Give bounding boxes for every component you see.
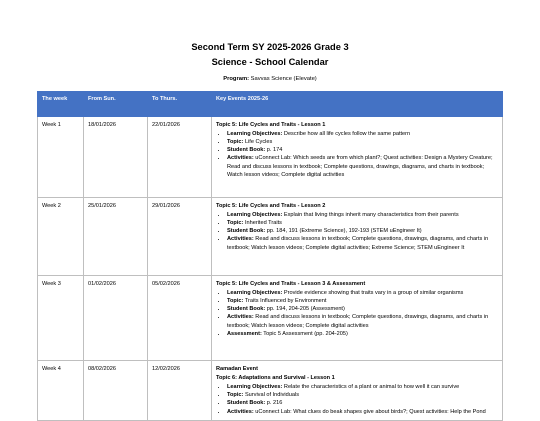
calendar-table: [37, 91, 503, 421]
detail-text: Traits Influenced by Environment: [244, 298, 327, 305]
event-details-list: [216, 289, 498, 338]
table-row: [38, 361, 503, 421]
detail-label: Topic:: [227, 139, 244, 146]
event-heading: Topic 5: Life Cycles and Traits - Lesson 1: [216, 122, 326, 128]
detail-label: Topic:: [227, 220, 244, 227]
event-detail-item: [227, 383, 498, 391]
event-detail-item: [227, 391, 498, 399]
detail-label: Student Book:: [227, 147, 266, 154]
detail-label: Learning Objectives:: [227, 290, 283, 297]
page-title: Second Term SY 2025-2026 Grade 3: [191, 42, 349, 52]
detail-text: Life Cycles: [244, 139, 273, 146]
column-header-from: From Sun.: [84, 92, 148, 117]
event-detail-item: [227, 154, 498, 178]
event-heading: Topic 5: Life Cycles and Traits - Lesson 2: [216, 203, 326, 209]
event-details-list: [216, 211, 498, 252]
detail-text: Read and discuss lessons in textbook; Complete questions, drawings, diagrams, and charts in textbook; Watch lesson videos; Complete digital activities; Extreme Science; STEM uEngineer It: [227, 236, 489, 251]
cell-from: 01/02/2026: [84, 276, 148, 361]
program-value: Savvas Science (Elevate): [250, 76, 317, 82]
event-detail-item: [227, 227, 498, 235]
detail-text: Provide evidence showing that traits vary in a group of similar organisms: [283, 290, 464, 297]
detail-label: Learning Objectives:: [227, 384, 283, 391]
detail-label: Learning Objectives:: [227, 131, 283, 138]
event-detail-item: [227, 313, 498, 329]
event-detail-item: [227, 408, 498, 416]
detail-text: pp. 194, 204-205 (Assessment): [266, 306, 345, 313]
event-detail-item: [227, 138, 498, 146]
cell-key-events: [212, 198, 503, 276]
detail-text: uConnect Lab: What clues do beak shapes give about birds?; Quest activities: Help the Pond: [255, 408, 486, 415]
detail-label: Student Book:: [227, 306, 266, 313]
page-subtitle: Science - School Calendar: [211, 57, 329, 67]
event-heading: Topic 5: Life Cycles and Traits - Lesson 3 & Assessment: [216, 281, 366, 287]
cell-week: Week 4: [38, 361, 84, 421]
cell-key-events: [212, 117, 503, 198]
event-detail-item: [227, 330, 498, 338]
cell-from: 08/02/2026: [84, 361, 148, 421]
detail-label: Activities:: [227, 155, 254, 162]
table-header-row: [38, 92, 503, 117]
detail-label: Topic:: [227, 392, 244, 399]
cell-from: 25/01/2026: [84, 198, 148, 276]
event-detail-item: [227, 146, 498, 154]
event-detail-item: [227, 235, 498, 251]
column-header-to: To Thurs.: [148, 92, 212, 117]
detail-text: pp. 184, 191 (Extreme Science), 192-193 (STEM uEngineer It): [266, 228, 422, 235]
detail-text: p. 216: [266, 400, 283, 407]
detail-label: Topic:: [227, 298, 244, 305]
column-header-key-events: Key Events 2025-26: [212, 92, 503, 117]
column-header-week: The week: [38, 92, 84, 117]
detail-text: Relate the characteristics of a plant or animal to how well it can survive: [283, 384, 460, 391]
detail-label: Student Book:: [227, 228, 266, 235]
event-detail-item: [227, 289, 498, 297]
detail-label: Assessment:: [227, 330, 262, 337]
event-detail-item: [227, 211, 498, 219]
event-detail-item: [227, 399, 498, 407]
cell-week: Week 2: [38, 198, 84, 276]
event-heading: Topic 6: Adaptations and Survival - Lesson 1: [216, 375, 335, 382]
cell-key-events: [212, 361, 503, 421]
cell-key-events: [212, 276, 503, 361]
cell-week: Week 1: [38, 117, 84, 198]
cell-to: 05/02/2026: [148, 276, 212, 361]
detail-label: Activities:: [227, 408, 254, 415]
cell-to: 29/01/2026: [148, 198, 212, 276]
detail-text: uConnect Lab: Which seeds are from which plant?; Quest activities: Design a Mystery Creature; Read and discuss lessons in textbook; Complete questions, drawings, diagrams, and charts in textbook; Watch lesson videos; Complete digital activities: [227, 155, 493, 178]
event-detail-item: [227, 297, 498, 305]
detail-label: Learning Objectives:: [227, 212, 283, 219]
detail-text: Read and discuss lessons in textbook; Complete questions, drawings, diagrams, and charts in textbook; Watch lesson videos; Complete digital activities: [227, 314, 489, 329]
table-row: [38, 198, 503, 276]
program-label: Program:: [223, 76, 250, 82]
detail-text: Describe how all life cycles follow the same pattern: [283, 131, 411, 138]
cell-week: Week 3: [38, 276, 84, 361]
event-heading: Ramadan Event: [216, 366, 258, 372]
table-row: [38, 276, 503, 361]
cell-to: 22/01/2026: [148, 117, 212, 198]
event-detail-item: [227, 219, 498, 227]
event-detail-item: [227, 305, 498, 313]
detail-text: Explain that living things inherit many characteristics from their parents: [283, 212, 459, 219]
event-details-list: [216, 383, 498, 415]
detail-text: Topic 5 Assessment (pp. 204-205): [263, 330, 348, 337]
event-detail-item: [227, 130, 498, 138]
detail-label: Activities:: [227, 314, 254, 321]
detail-label: Student Book:: [227, 400, 266, 407]
detail-text: Survival of Individuals: [244, 392, 300, 399]
detail-label: Activities:: [227, 236, 254, 243]
detail-text: p. 174: [266, 147, 283, 154]
event-details-list: [216, 130, 498, 179]
program-line: [0, 76, 540, 82]
cell-from: 18/01/2026: [84, 117, 148, 198]
cell-to: 12/02/2026: [148, 361, 212, 421]
detail-text: Inherited Traits: [244, 220, 282, 227]
table-row: [38, 117, 503, 198]
